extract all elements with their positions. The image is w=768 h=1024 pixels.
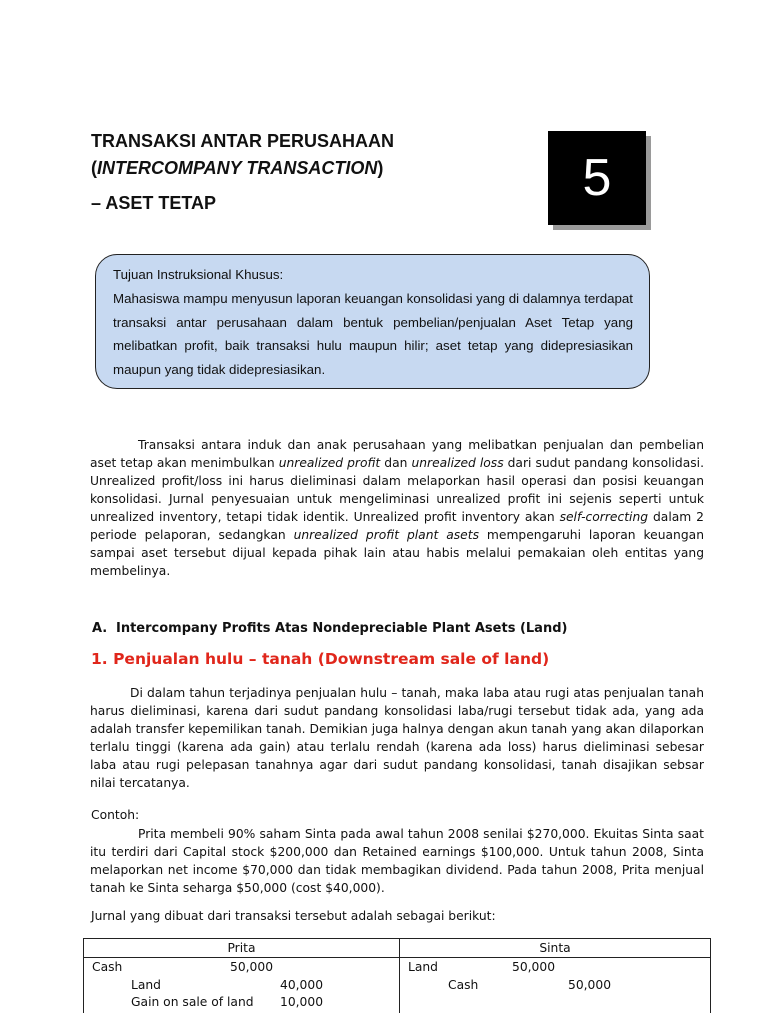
chapter-number-badge: 5 [548, 131, 646, 225]
journal-header-row [84, 939, 711, 958]
column-header-prita: Prita [84, 939, 400, 958]
objective-heading: Tujuan Instruksional Khusus: [113, 267, 284, 282]
objective-box [95, 254, 650, 389]
example-label: Contoh: [91, 808, 140, 822]
objective-text: Mahasiswa mampu menyusun laporan keuangan konsolidasi yang di dalamnya terdapat transaksi antar perusahaan dalam bentuk pembelian/penjualan Aset Tetap yang melibatkan profit, baik transaksi hulu maupun hilir; aset tetap yang didepresiasikan maupun yang tidak didepresiasikan. [113, 291, 633, 377]
section-1-heading: 1. Penjualan hulu – tanah (Downstream sale of land) [91, 650, 550, 668]
journal-row: Cash 50,000 [92, 960, 274, 974]
title-line-1: TRANSAKSI ANTAR PERUSAHAAN [91, 131, 395, 151]
section-a-heading: A. Intercompany Profits Atas Nondepreciable Plant Asets (Land) [92, 621, 568, 636]
intro-paragraph: Transaksi antara induk dan anak perusahaan yang melibatkan penjualan dan pembelian aset tetap akan menimbulkan unrealized profit dan unrealized loss dari sudut pandang konsolidasi. Unrealized profit/loss ini harus dieliminasi dalam melaporkan hasil operasi dan posisi keuangan konsolidasi. Jurnal penyesuaian untuk mengeliminasi unrealized profit ini sejenis seperti untuk unrealized inventory, tetapi tidak identik. Unrealized profit inventory akan self-correcting dalam 2 periode pelaporan, sedangkan unrealized profit plant asets mempengaruhi laporan keuangan sampai aset tersebut dijual kepada pihak lain atau habis melalui pemakaian oleh entitas yang membelinya. [90, 438, 705, 578]
chapter-title [91, 128, 511, 217]
column-header-sinta: Sinta [400, 939, 711, 958]
journal-row: Land 40,000 [131, 977, 324, 992]
sinta-journal-cell [400, 958, 711, 1013]
journal-row: Cash 50,000 [448, 977, 612, 992]
journal-intro: Jurnal yang dibuat dari transaksi tersebut adalah sebagai berikut: [91, 909, 496, 923]
journal-table [83, 938, 711, 1013]
journal-row: Land 50,000 [408, 960, 556, 974]
title-line-3: – ASET TETAP [91, 193, 217, 213]
prita-journal-cell [84, 958, 400, 1013]
title-line-2: (INTERCOMPANY TRANSACTION) [91, 158, 384, 178]
example-paragraph: Prita membeli 90% saham Sinta pada awal tahun 2008 senilai $270,000. Ekuitas Sinta saat itu terdiri dari Capital stock $200,000 dan Retained earnings $100,000. Untuk tahun 2008, Sinta melaporkan net income $70,000 dan tidak membagikan dividend. Pada tahun 2008, Prita menjual tanah ke Sinta seharga $50,000 (cost $40,000). [90, 827, 704, 895]
title-english: INTERCOMPANY TRANSACTION [97, 158, 378, 178]
downstream-paragraph: Di dalam tahun terjadinya penjualan hulu – tanah, maka laba atau rugi atas penjualan tanah harus dieliminasi, karena dari sudut pandang konsolidasi laba/rugi tersebut tidak ada, yang ada adalah transfer kepemilikan tanah. Demikian juga halnya dengan akun tanah yang akan dilaporkan terlalu tinggi (karena ada gain) atau terlalu rendah (karena ada loss) harus dieliminasi sebesar laba atau rugi pelepasan tanahnya agar dari sudut pandang konsolidasi, tanah disajikan sebsar nilai tercatanya. [90, 686, 704, 790]
journal-row: Gain on sale of land 10,000 [131, 995, 324, 1009]
